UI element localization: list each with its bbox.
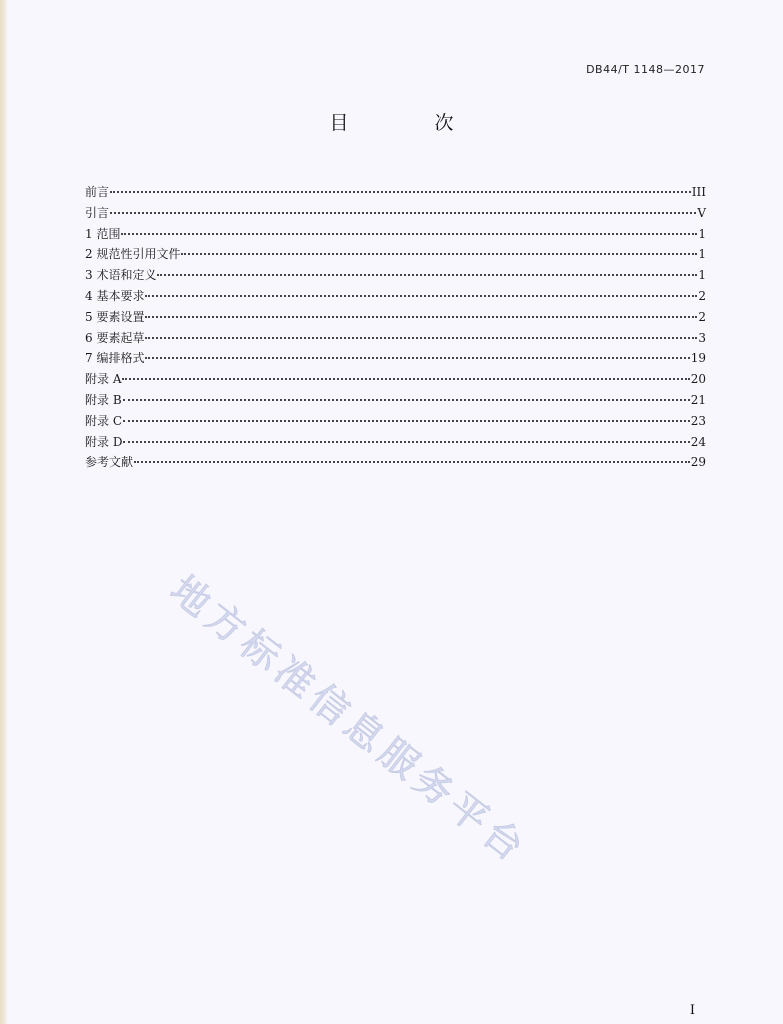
toc-entry-page: 3: [698, 330, 706, 345]
toc-entry-page: 21: [690, 392, 706, 407]
toc-entry-foreword[interactable]: [85, 182, 706, 203]
toc-entry-element-drafting[interactable]: [85, 328, 706, 349]
toc-entry-label: 5 要素设置: [85, 309, 145, 324]
toc-entry-page: 1: [698, 226, 706, 241]
toc-leader-dots: [145, 293, 697, 297]
toc-title-text: 目 次: [329, 112, 494, 134]
toc-entry-page: 2: [698, 288, 706, 303]
toc-entry-page: 20: [690, 372, 706, 387]
toc-leader-dots: [157, 272, 697, 276]
toc-entry-appendix-b[interactable]: [85, 390, 706, 411]
toc-entry-label: 1 范围: [85, 226, 121, 241]
toc-leader-dots: [110, 210, 696, 214]
toc-entry-page: 29: [690, 455, 706, 470]
toc-entry-introduction[interactable]: [85, 203, 706, 224]
toc-entry-label: 7 编排格式: [85, 351, 145, 366]
standard-code: DB44/T 1148—2017: [586, 63, 705, 76]
toc-entry-label: 附录 A: [85, 372, 122, 387]
toc-leader-dots: [121, 231, 697, 235]
page-number: I: [689, 1003, 695, 1018]
toc-entry-appendix-c[interactable]: [85, 411, 706, 432]
toc-entry-terms-definitions[interactable]: [85, 265, 706, 286]
toc-entry-page: V: [697, 205, 706, 220]
toc-entry-page: III: [691, 185, 706, 199]
toc-entry-element-setting[interactable]: [85, 307, 706, 328]
toc-entry-page: 1: [698, 268, 706, 283]
toc-entry-label: 2 规范性引用文件: [85, 247, 181, 262]
toc-entry-label: 附录 D: [85, 434, 123, 449]
toc-leader-dots: [181, 251, 697, 255]
toc-entry-label: 前言: [85, 185, 110, 199]
toc-entry-label: 附录 C: [85, 413, 122, 428]
table-of-contents: [85, 182, 706, 473]
toc-entry-label: 4 基本要求: [85, 288, 145, 303]
toc-entry-appendix-d[interactable]: [85, 432, 706, 453]
toc-leader-dots: [123, 418, 690, 422]
toc-leader-dots: [123, 439, 689, 443]
toc-leader-dots: [134, 459, 690, 463]
toc-leader-dots: [110, 189, 691, 193]
toc-leader-dots: [145, 355, 689, 359]
toc-entry-page: 1: [698, 247, 706, 262]
toc-leader-dots: [122, 376, 689, 380]
page-edge-shadow: [0, 0, 8, 1024]
toc-entry-bibliography[interactable]: [85, 452, 706, 473]
toc-title: [0, 108, 783, 135]
toc-entry-page: 2: [698, 309, 706, 324]
toc-leader-dots: [145, 314, 697, 318]
toc-leader-dots: [145, 335, 697, 339]
toc-entry-label: 附录 B: [85, 392, 122, 407]
toc-entry-appendix-a[interactable]: [85, 369, 706, 390]
toc-entry-scope[interactable]: [85, 224, 706, 245]
toc-entry-label: 3 术语和定义: [85, 268, 157, 283]
toc-entry-basic-requirements[interactable]: [85, 286, 706, 307]
watermark-text: 地方标准信息服务平台: [162, 567, 537, 873]
toc-entry-page: 24: [690, 434, 706, 449]
toc-entry-label: 6 要素起草: [85, 330, 145, 345]
toc-entry-label: 参考文献: [85, 455, 134, 470]
toc-entry-layout-format[interactable]: [85, 348, 706, 369]
toc-entry-label: 引言: [85, 205, 110, 220]
toc-entry-page: 19: [690, 351, 706, 366]
toc-leader-dots: [123, 397, 690, 401]
toc-entry-page: 23: [690, 413, 706, 428]
toc-entry-normative-references[interactable]: [85, 244, 706, 265]
